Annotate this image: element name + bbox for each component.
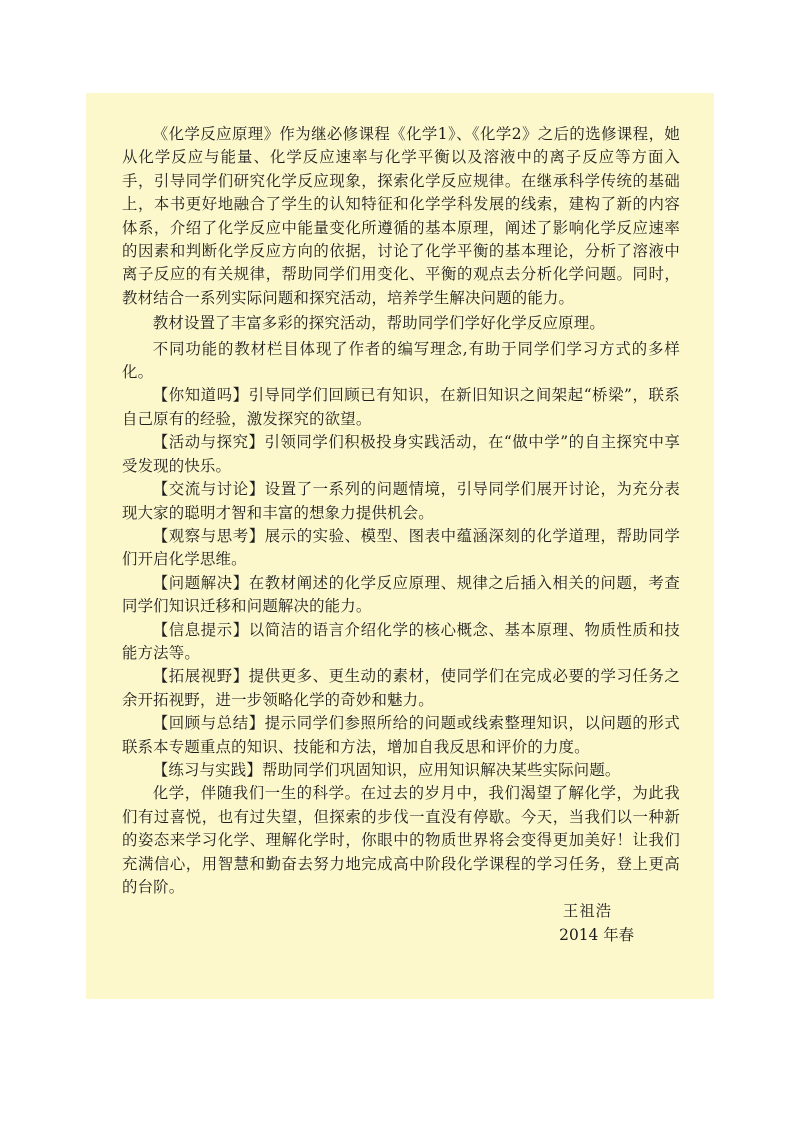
feature-tag: 【信息提示】 xyxy=(152,620,249,639)
feature-tag: 【问题解决】 xyxy=(152,573,249,592)
feature-tag: 【观察与思考】 xyxy=(152,526,265,545)
feature-text: 以简洁的语言介绍化学的核心概念、基本原理、物质性质和技能方法等。 xyxy=(122,620,681,662)
intro-paragraph: 《化学反应原理》作为继必修课程《化学1》、《化学2》之后的选修课程，她从化学反应与能量、化学反应速率与化学平衡以及溶液中的离子反应等方面入手，引导同学们研究化学反应现象，探索化学反应规律。在继承科学传统的基础上，本书更好地融合了学生的认知特征和化学学科发展的线索，建构了新的内容体系，介绍了化学反应中能量变化所遵循的基本原理，阐述了影响化学反应速率的因素和判断化学反应方向的依据，讨论了化学平衡的基本理论，分析了溶液中离子反应的有关规律，帮助同学们用变化、平衡的观点去分析化学问题。同时，教材结合一系列实际问题和探究活动，培养学生解决问题的能力。 xyxy=(122,125,680,307)
feature-tag: 【交流与讨论】 xyxy=(152,480,265,499)
feature-text: 提供更多、更生动的素材，使同学们在完成必要的学习任务之余开拓视野，进一步领略化学的奇妙和魅力。 xyxy=(122,667,681,709)
preface-page xyxy=(86,93,714,999)
feature-text: 设置了一系列的问题情境，引导同学们展开讨论，为充分表现大家的聪明才智和丰富的想象力提供机会。 xyxy=(122,480,680,522)
feature-tag: 【你知道吗】 xyxy=(152,386,249,405)
feature-item xyxy=(122,525,680,572)
feature-item xyxy=(122,572,680,619)
feature-text: 在教材阐述的化学反应原理、规律之后插入相关的问题，考查同学们知识迁移和问题解决的能力。 xyxy=(122,573,681,616)
feature-item xyxy=(122,431,680,478)
closing-paragraph: 化学，伴随我们一生的科学。在过去的岁月中，我们渴望了解化学，为此我们有过喜悦，也有过失望，但探索的步伐一直没有停歇。今天，当我们以一种新的姿态来学习化学、理解化学时，你眼中的物质世界将会变得更加美好！让我们充满信心，用智慧和勤奋去努力地完成高中阶段化学课程的学习任务，登上更高的台阶。 xyxy=(122,784,680,896)
feature-tag: 【拓展视野】 xyxy=(152,667,249,686)
signature-date: 2014 年春 xyxy=(559,926,634,944)
feature-item xyxy=(122,665,680,712)
feature-tag: 【回顾与总结】 xyxy=(152,714,265,733)
author-name: 王祖浩 xyxy=(562,902,612,920)
feature-item xyxy=(122,478,680,525)
feature-text: 展示的实验、模型、图表中蕴涵深刻的化学道理，帮助同学们开启化学思维。 xyxy=(122,526,680,569)
feature-tag: 【活动与探究】 xyxy=(152,433,265,452)
feature-text: 帮助同学们巩固知识，应用知识解决某些实际问题。 xyxy=(261,760,621,779)
feature-text: 引导同学们回顾已有知识，在新旧知识之间架起“桥梁”，联系自己原有的经验，激发探究的欲望。 xyxy=(122,386,681,428)
feature-item xyxy=(122,712,680,759)
feature-item xyxy=(122,759,680,782)
feature-item xyxy=(122,619,680,666)
columns-paragraph: 不同功能的教材栏目体现了作者的编写理念,有助于同学们学习方式的多样化。 xyxy=(122,339,680,382)
feature-item xyxy=(122,384,680,431)
activities-paragraph: 教材设置了丰富多彩的探究活动，帮助同学们学好化学反应原理。 xyxy=(152,314,605,333)
feature-text: 提示同学们参照所给的问题或线索整理知识，以问题的形式联系本专题重点的知识、技能和方法，增加自我反思和评价的力度。 xyxy=(122,714,680,756)
feature-text: 引领同学们积极投身实践活动，在“做中学”的自主探究中享受发现的快乐。 xyxy=(122,433,680,475)
feature-tag: 【练习与实践】 xyxy=(152,760,262,779)
